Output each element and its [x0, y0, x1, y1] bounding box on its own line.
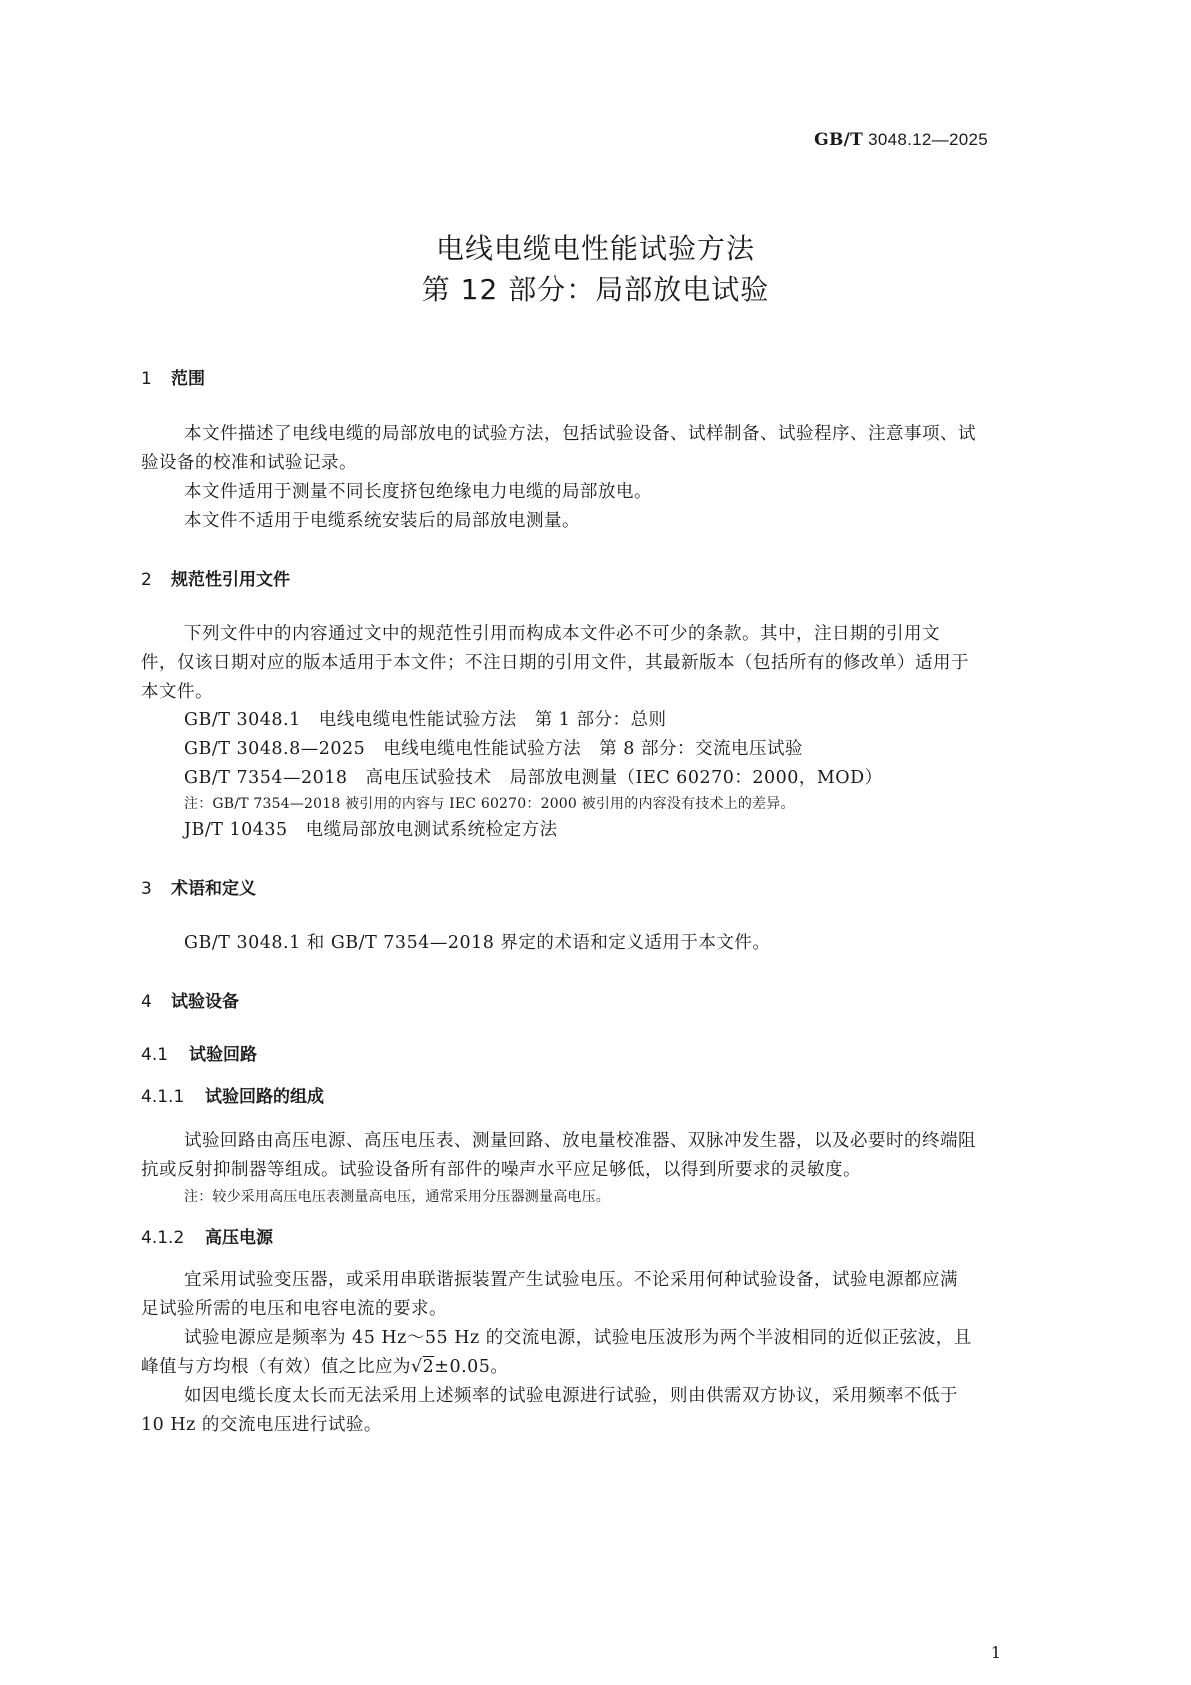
- section-number: 4.1: [141, 1045, 169, 1065]
- section-title: 规范性引用文件: [171, 570, 290, 590]
- paragraph: 抗或反射抑制器等组成。试验设备所有部件的噪声水平应足够低，以得到所要求的灵敏度。: [141, 1160, 861, 1180]
- paragraph: 试验电源应是频率为 45 Hz～55 Hz 的交流电源，试验电压波形为两个半波相同的近似正弦波，且: [184, 1328, 972, 1348]
- section-3-heading: [141, 874, 256, 899]
- paragraph: 宜采用试验变压器，或采用串联谐振装置产生试验电压。不论采用何种试验设备，试验电源都应满: [184, 1270, 958, 1290]
- reference-note: 注：GB/T 7354—2018 被引用的内容与 IEC 60270：2000 被引用的内容没有技术上的差异。: [184, 796, 795, 812]
- section-number: 1: [141, 369, 152, 389]
- normative-reference: GB/T 7354—2018 高电压试验技术 局部放电测量（IEC 60270：2000，MOD）: [184, 768, 883, 788]
- section-number: 4.1.2: [141, 1228, 185, 1248]
- section-4-1-heading: [141, 1040, 257, 1065]
- note: 注：较少采用高压电压表测量高电压，通常采用分压器测量高电压。: [184, 1189, 610, 1205]
- section-title: 试验设备: [171, 992, 239, 1012]
- paragraph: 本文件描述了电线电缆的局部放电的试验方法，包括试验设备、试样制备、试验程序、注意事项、试: [184, 424, 976, 444]
- page-number: 1: [990, 1643, 1001, 1662]
- standard-number: 3048.12—2025: [868, 130, 988, 149]
- paragraph: 本文件不适用于电缆系统安装后的局部放电测量。: [184, 511, 580, 531]
- paragraph: GB/T 3048.1 和 GB/T 7354—2018 界定的术语和定义适用于本文件。: [184, 933, 771, 953]
- section-4-1-1-heading: [141, 1082, 324, 1107]
- section-title: 范围: [171, 369, 205, 389]
- paragraph: 下列文件中的内容通过文中的规范性引用而构成本文件必不可少的条款。其中，注日期的引用文: [184, 624, 940, 644]
- normative-reference: GB/T 3048.8—2025 电线电缆电性能试验方法 第 8 部分：交流电压试验: [184, 739, 803, 759]
- paragraph: 本文件适用于测量不同长度挤包绝缘电力电缆的局部放电。: [184, 482, 652, 502]
- section-1-heading: [141, 364, 205, 389]
- sqrt-radicand: 2: [422, 1357, 435, 1377]
- section-number: 4: [141, 992, 152, 1012]
- section-title: 试验回路: [189, 1045, 257, 1065]
- section-4-1-2-heading: [141, 1223, 273, 1248]
- section-2-heading: [141, 565, 290, 590]
- section-number: 4.1.1: [141, 1087, 185, 1107]
- standard-prefix: GB/T: [814, 130, 864, 150]
- paragraph-text: 峰值与方均根（有效）值之比应为: [141, 1357, 411, 1377]
- paragraph: 足试验所需的电压和电容电流的要求。: [141, 1299, 447, 1319]
- normative-reference: GB/T 3048.1 电线电缆电性能试验方法 第 1 部分：总则: [184, 710, 667, 730]
- section-number: 3: [141, 879, 152, 899]
- section-number: 2: [141, 570, 152, 590]
- paragraph: 10 Hz 的交流电压进行试验。: [141, 1415, 382, 1435]
- normative-reference: JB/T 10435 电缆局部放电测试系统检定方法: [184, 820, 558, 840]
- document-title-line1: 电线电缆电性能试验方法: [435, 232, 755, 265]
- paragraph: 本文件。: [141, 682, 213, 702]
- standard-code: [814, 130, 988, 150]
- sqrt-sign: √: [411, 1357, 423, 1377]
- section-title: 术语和定义: [171, 879, 256, 899]
- document-title-line2: 第 12 部分：局部放电试验: [421, 273, 770, 306]
- paragraph: 件，仅该日期对应的版本适用于本文件；不注日期的引用文件，其最新版本（包括所有的修改单）适用于: [141, 653, 969, 673]
- paragraph-with-sqrt: [141, 1353, 508, 1378]
- section-4-heading: [141, 987, 239, 1012]
- section-title: 试验回路的组成: [205, 1087, 324, 1107]
- paragraph: 验设备的校准和试验记录。: [141, 453, 357, 473]
- paragraph: 试验回路由高压电源、高压电压表、测量回路、放电量校准器、双脉冲发生器，以及必要时的终端阻: [184, 1131, 976, 1151]
- paragraph: 如因电缆长度太长而无法采用上述频率的试验电源进行试验，则由供需双方协议，采用频率不低于: [184, 1386, 958, 1406]
- paragraph-text: ±0.05。: [434, 1357, 509, 1377]
- section-title: 高压电源: [205, 1228, 273, 1248]
